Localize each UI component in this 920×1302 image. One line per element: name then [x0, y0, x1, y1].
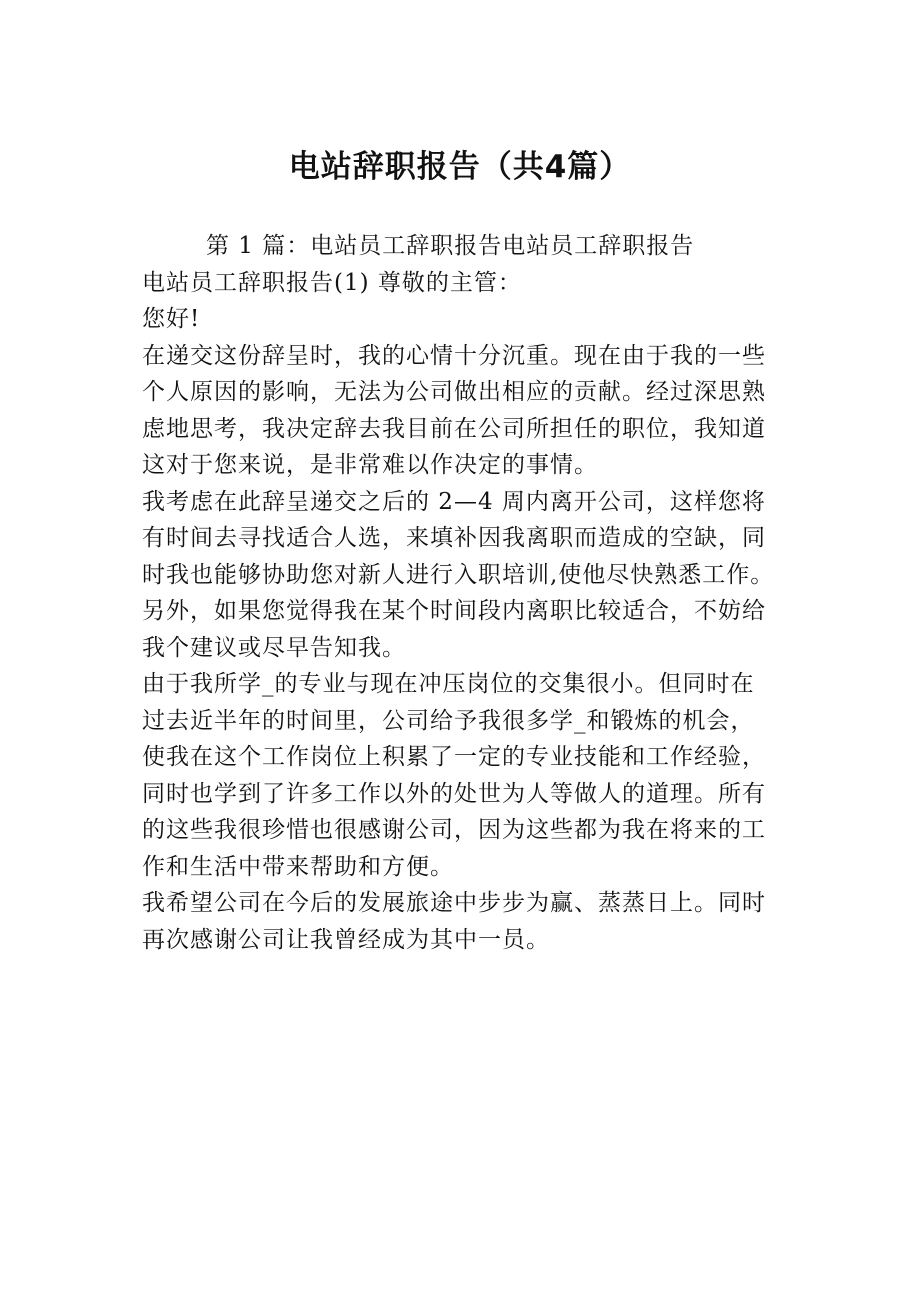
paragraph-line: 同时也学到了许多工作以外的处世为人等做人的道理。所有	[142, 780, 766, 807]
paragraph-line: 使我在这个工作岗位上积累了一定的专业技能和工作经验，	[142, 744, 766, 770]
paragraph-line: 由于我所学_的专业与现在冲压岗位的交集很小。但同时在	[142, 671, 755, 697]
paragraph-line: 虑地思考，我决定辞去我目前在公司所担任的职位，我知道	[142, 415, 766, 442]
greeting-line: 您好!	[142, 306, 201, 332]
paragraph-line: 过去近半年的时间里，公司给予我很多学_和锻炼的机会，	[142, 707, 755, 734]
salutation-line: 电站员工辞职报告(1) 尊敬的主管：	[142, 269, 522, 296]
paragraph-line: 有时间去寻找适合人选，来填补因我离职而造成的空缺，同	[142, 525, 766, 551]
paragraph-line: 另外，如果您觉得我在某个时间段内离职比较适合，不妨给	[142, 598, 766, 624]
paragraph-line: 作和生活中带来帮助和方便。	[142, 853, 454, 880]
document-body	[142, 228, 802, 958]
paragraph-line: 我希望公司在今后的发展旅途中步步为赢、蒸蒸日上。同时	[142, 890, 766, 916]
paragraph-line: 个人原因的影响，无法为公司做出相应的贡献。经过深思熟	[142, 379, 766, 405]
paragraph-line: 在递交这份辞呈时，我的心情十分沉重。现在由于我的一些	[142, 342, 766, 369]
paragraph-line: 时我也能够协助您对新人进行入职培训,使他尽快熟悉工作。	[142, 561, 775, 588]
paragraph-line: 我考虑在此辞呈递交之后的 2—4 周内离开公司，这样您将	[142, 488, 766, 515]
section-heading: 第 1 篇：电站员工辞职报告电站员工辞职报告	[206, 233, 695, 259]
paragraph-line: 这对于您来说，是非常难以作决定的事情。	[142, 452, 598, 478]
paragraph-line: 的这些我很珍惜也很感谢公司，因为这些都为我在将来的工	[142, 817, 766, 843]
paragraph-line: 我个建议或尽早告知我。	[142, 634, 406, 661]
paragraph-line: 再次感谢公司让我曾经成为其中一员。	[142, 926, 550, 953]
document-title: 电站辞职报告（共4篇）	[288, 149, 632, 185]
